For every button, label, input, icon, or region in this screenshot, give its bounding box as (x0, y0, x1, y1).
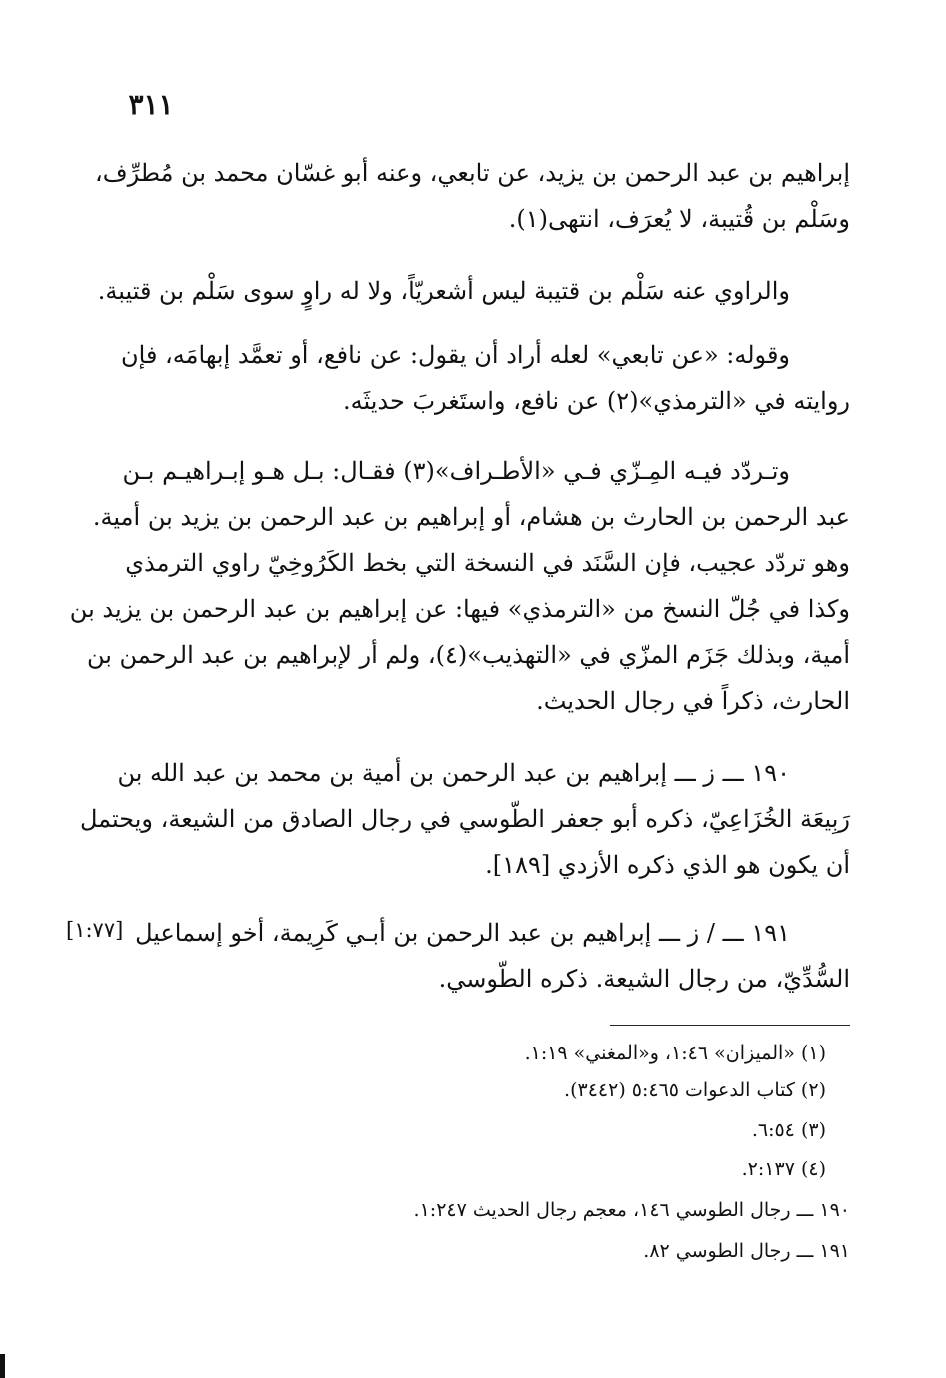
text-line: الحارث، ذكراً في رجال الحديث. (536, 687, 850, 715)
footnote-separator (610, 1025, 850, 1026)
text-line: السُّدِّيّ، من رجال الشيعة. ذكره الطّوسي. (438, 965, 850, 993)
text-line: وسَلْم بن قُتيبة، لا يُعرَف، انتهى(١). (508, 205, 850, 233)
text-line: وتـردّد فيـه المِـزّي فـي «الأطـراف»(٣) فقـال: بـل هـو إبـراهيـم بـن (122, 457, 790, 485)
entry-190 (79, 750, 850, 888)
page-number: ٣١١ (128, 88, 174, 121)
text-line: أن يكون هو الذي ذكره الأزدي [١٨٩]. (485, 851, 850, 879)
text-line: ١٩١ ـــ / ز ـــ إبراهيم بن عبد الرحمن بن أبـي كَرِيمة، أخو إسماعيل (135, 919, 790, 947)
paragraph-1 (95, 150, 850, 242)
text-line: عبد الرحمن بن الحارث بن هشام، أو إبراهيم بن عبد الرحمن بن يزيد بن أمية. (92, 503, 850, 531)
text-line: وهو تردّد عجيب، فإن السَّنَد في النسخة التي بخط الكَرُوخِيّ راوي الترمذي (125, 549, 850, 577)
footnote-2: (٢) كتاب الدعوات ٥:٤٦٥ (٣٤٤٢). (564, 1079, 826, 1101)
paragraph-3 (120, 332, 850, 424)
text-line: أمية، وبذلك جَزَم المزّي في «التهذيب»(٤)، ولم أر لإبراهيم بن عبد الرحمن بن (86, 641, 850, 669)
text-line: ١٩٠ ـــ ز ـــ إبراهيم بن عبد الرحمن بن أمية بن محمد بن عبد الله بن (117, 759, 790, 787)
text-line: روايته في «الترمذي»(٢) عن نافع، واستَغربَ حديثَه. (342, 387, 850, 415)
footnote-3: (٣) ٦:٥٤. (751, 1119, 826, 1141)
scan-edge-mark (0, 1354, 5, 1378)
text-line: وقوله: «عن تابعي» لعله أراد أن يقول: عن نافع، أو تعمَّد إبهامَه، فإن (121, 341, 790, 369)
source-note-191: ١٩١ ـــ رجال الطوسي ٨٢. (643, 1240, 850, 1262)
text-line: إبراهيم بن عبد الرحمن بن يزيد، عن تابعي، وعنه أبو غسّان محمد بن مُطرِّف، (95, 159, 850, 187)
text-line: والراوي عنه سَلْم بن قتيبة ليس أشعريّاً، ولا له راوٍ سوى سَلْم بن قتيبة. (97, 277, 790, 305)
footnote-1: (١) «الميزان» ١:٤٦، و«المغني» ١:١٩. (524, 1042, 826, 1064)
text-line: رَبِيعَة الخُزَاعِيّ، ذكره أبو جعفر الطّوسي في رجال الصادق من الشيعة، ويحتمل (79, 805, 850, 833)
text-line: وكذا في جُلّ النسخ من «الترمذي» فيها: عن إبراهيم بن عبد الرحمن بن يزيد بن (69, 595, 850, 623)
paragraph-2 (97, 268, 790, 314)
margin-reference: [١:٧٧] (66, 918, 124, 942)
source-note-190: ١٩٠ ـــ رجال الطوسي ١٤٦، معجم رجال الحديث ١:٢٤٧. (413, 1199, 850, 1221)
entry-191 (135, 910, 850, 1002)
footnote-4: (٤) ٢:١٣٧. (741, 1158, 826, 1180)
paragraph-4 (69, 448, 850, 724)
